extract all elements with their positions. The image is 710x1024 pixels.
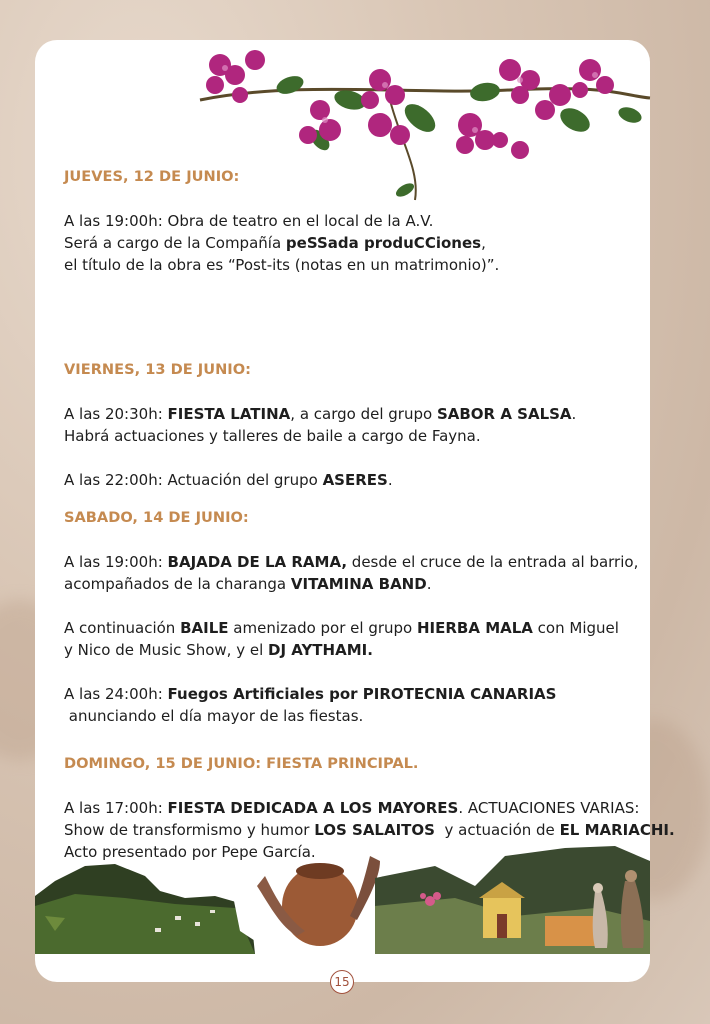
text-run: amenizado por el grupo [228,619,417,637]
event-paragraph [64,403,649,447]
mountain-landscape-left [35,864,255,954]
event-paragraph [64,210,649,276]
text-line [64,617,649,639]
text-run: anunciando el día mayor de las fiestas. [64,707,364,725]
text-line [64,403,649,425]
text-run-bold: LOS SALAITOS [314,821,435,839]
text-run-bold: EL MARIACHI. [559,821,675,839]
text-run: Habrá actuaciones y talleres de baile a cargo de Fayna. [64,427,481,445]
event-day-heading: JUEVES, 12 DE JUNIO: [64,168,240,185]
event-paragraph [64,617,649,661]
text-run: . [571,405,577,423]
text-run-bold: ASERES [322,471,388,489]
page-number: 15 [330,970,354,994]
event-day [64,166,649,359]
text-run: A las 24:00h: [64,685,168,703]
text-run: . [387,471,393,489]
event-day-heading: VIERNES, 13 DE JUNIO: [64,361,251,378]
text-run: , [481,234,486,252]
text-run: con Miguel [532,619,619,637]
event-paragraph [64,469,649,491]
text-run-bold: FIESTA LATINA [167,405,291,423]
text-run: . [426,575,432,593]
text-run: y Nico de Music Show, y el [64,641,269,659]
event-day-body [64,210,649,276]
text-run-bold: SABOR A SALSA [436,405,572,423]
text-run: acompañados de la charanga [64,575,291,593]
text-run-bold: Fuegos Artificiales por PIROTECNIA CANARIAS [167,685,557,703]
text-line [64,232,649,254]
event-paragraph [64,551,649,595]
text-line [64,797,649,819]
text-line [64,425,649,447]
event-day-heading: SABADO, 14 DE JUNIO: [64,509,249,526]
event-program [64,166,675,863]
text-line [64,469,649,491]
text-run: y actuación de [434,821,560,839]
text-run: Show de transformismo y humor [64,821,315,839]
text-run: A las 17:00h: [64,799,168,817]
text-run-bold: BAILE [180,619,229,637]
event-paragraph [64,683,649,727]
text-run: el título de la obra es “Post-its (notas en un matrimonio)”. [64,256,500,274]
text-run: A las 20:30h: [64,405,168,423]
landscape-collage-illustration [35,836,650,956]
text-line [64,210,649,232]
text-run: A continuación [64,619,181,637]
text-line [64,573,649,595]
text-line [64,551,649,573]
program-page [35,40,675,989]
text-run-bold: FIESTA DEDICADA A LOS MAYORES [167,799,459,817]
text-run: desde el cruce de la entrada al barrio, [347,553,639,571]
text-run-bold: BAJADA DE LA RAMA, [167,553,348,571]
text-line [64,705,649,727]
event-day [64,359,649,507]
text-run: Será a cargo de la Compañía [64,234,286,252]
text-run: Acto presentado por Pepe García. [64,843,316,861]
text-line [64,254,649,276]
text-line [64,639,649,661]
text-run: A las 19:00h: Obra de teatro en el local de la A.V. [64,212,434,230]
text-run: A las 22:00h: Actuación del grupo [64,471,323,489]
village-chapel-image [375,846,650,954]
text-run-bold: HIERBA MALA [417,619,533,637]
text-run-bold: VITAMINA BAND [290,575,427,593]
text-line [64,683,649,705]
text-run: . ACTUACIONES VARIAS: [458,799,640,817]
event-day [64,507,649,753]
text-run: A las 19:00h: [64,553,168,571]
text-run-bold: DJ AYTHAMI. [268,641,373,659]
text-run-bold: peSSada produCCiones [285,234,482,252]
text-run: , a cargo del grupo [290,405,437,423]
event-day-heading: DOMINGO, 15 DE JUNIO: FIESTA PRINCIPAL. [64,755,419,772]
